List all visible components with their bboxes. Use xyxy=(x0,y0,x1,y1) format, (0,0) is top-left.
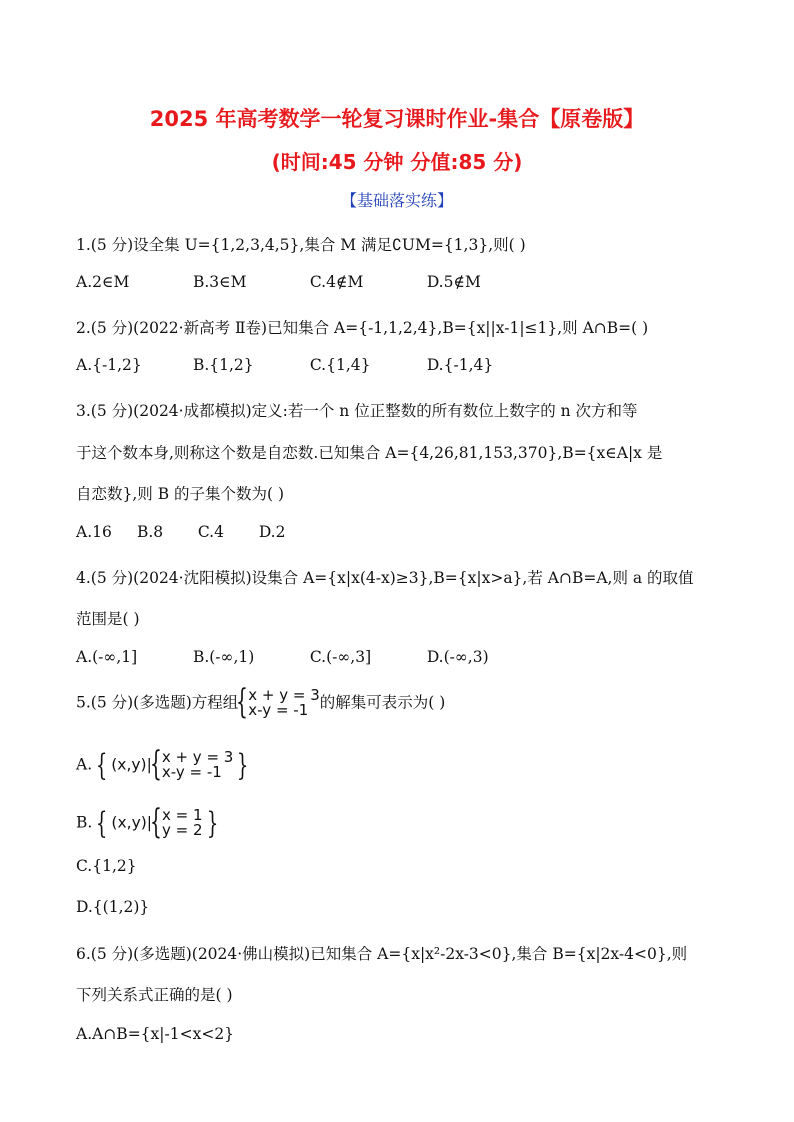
q2-options xyxy=(76,356,493,374)
left-brace-icon: { xyxy=(96,806,108,841)
q5-option-b-label: B. xyxy=(76,813,93,832)
q5-option-b-set: (x,y)| xyxy=(111,813,153,832)
q5-prefix: 5.(5 分)(多选题)方程组 xyxy=(76,693,239,712)
left-brace-icon: { xyxy=(149,744,162,784)
right-brace-icon: } xyxy=(237,748,249,783)
q1-options xyxy=(76,273,481,291)
q1-option-d: D.5∉M xyxy=(426,273,481,291)
q5-suffix: 的解集可表示为( ) xyxy=(319,693,446,712)
q6-option-a: A.A∩B={x|-1<x<2} xyxy=(76,1025,235,1043)
q4-option-d: D.(-∞,3) xyxy=(426,648,489,666)
section-heading: 【基础落实练】 xyxy=(340,191,453,210)
left-brace-icon: { xyxy=(95,748,108,783)
q3-option-c: C.4 xyxy=(197,523,224,541)
q4-option-c: C.(-∞,3] xyxy=(309,648,372,666)
q5-option-d: D.{(1,2)} xyxy=(76,898,150,916)
q3-options xyxy=(76,523,285,541)
q4-line-2: 范围是( ) xyxy=(76,610,140,628)
document-subtitle: (时间:45 分钟 分值:85 分) xyxy=(271,150,523,174)
q3-option-d: D.2 xyxy=(258,523,286,541)
q5-option-a-system xyxy=(149,744,234,784)
q4-option-b: B.(-∞,1) xyxy=(192,648,255,666)
q2-option-c: C.{1,4} xyxy=(309,356,371,374)
q3-line-3: 自恋数},则 B 的子集个数为( ) xyxy=(76,485,285,503)
q5-option-a-set: (x,y)| xyxy=(111,755,152,774)
q3-option-a: A.16 xyxy=(76,523,112,541)
q6-line-1: 6.(5 分)(多选题)(2024·佛山模拟)已知集合 A={x|x²-2x-3<0},集合 B={x|2x-4<0},则 xyxy=(76,945,688,963)
left-brace-icon: { xyxy=(236,682,249,722)
q4-option-a: A.(-∞,1] xyxy=(76,648,138,666)
right-brace-icon: } xyxy=(206,806,218,841)
q5-option-b-row-1: x = 1 xyxy=(162,806,203,824)
q2-stem: 2.(5 分)(2022·新高考 Ⅱ卷)已知集合 A={-1,1,2,4},B={x||x-1|≤1},则 A∩B=( ) xyxy=(76,319,649,337)
q1-option-a: A.2∈M xyxy=(76,273,130,291)
q5-option-a xyxy=(76,744,252,784)
q5-stem xyxy=(76,682,446,722)
q5-system-row-1: x + y = 3 xyxy=(248,686,320,704)
q5-option-a-row-2: x-y = -1 xyxy=(161,763,222,781)
q3-line-2: 于这个数本身,则称这个数是自恋数.已知集合 A={4,26,81,153,370},B={x∈A|x 是 xyxy=(76,444,663,462)
q5-option-b-row-2: y = 2 xyxy=(162,821,203,839)
document-title: 2025 年高考数学一轮复习课时作业-集合【原卷版】 xyxy=(149,107,645,131)
q5-equation-system xyxy=(236,682,320,722)
q6-line-2: 下列关系式正确的是( ) xyxy=(76,986,233,1004)
q5-option-b-system xyxy=(150,802,203,842)
q3-option-b: B.8 xyxy=(136,523,164,541)
q1-option-c: C.4∉M xyxy=(309,273,364,291)
left-brace-icon: { xyxy=(150,802,162,842)
q5-option-b xyxy=(76,802,222,842)
q1-stem: 1.(5 分)设全集 U={1,2,3,4,5},集合 M 满足∁UM={1,3},则( ) xyxy=(76,236,526,254)
q2-option-a: A.{-1,2} xyxy=(76,356,142,374)
q5-system-row-2: x-y = -1 xyxy=(248,701,309,719)
q5-option-a-label: A. xyxy=(76,755,93,774)
q4-line-1: 4.(5 分)(2024·沈阳模拟)设集合 A={x|x(4-x)≥3},B={x|x>a},若 A∩B=A,则 a 的取值 xyxy=(76,569,694,587)
q2-option-b: B.{1,2} xyxy=(192,356,254,374)
q4-options xyxy=(76,648,489,666)
q1-option-b: B.3∈M xyxy=(192,273,247,291)
q5-option-a-row-1: x + y = 3 xyxy=(161,748,234,766)
q2-option-d: D.{-1,4} xyxy=(426,356,494,374)
q5-option-c: C.{1,2} xyxy=(76,857,137,875)
q3-line-1: 3.(5 分)(2024·成都模拟)定义:若一个 n 位正整数的所有数位上数字的 n 次方和等 xyxy=(76,402,638,420)
